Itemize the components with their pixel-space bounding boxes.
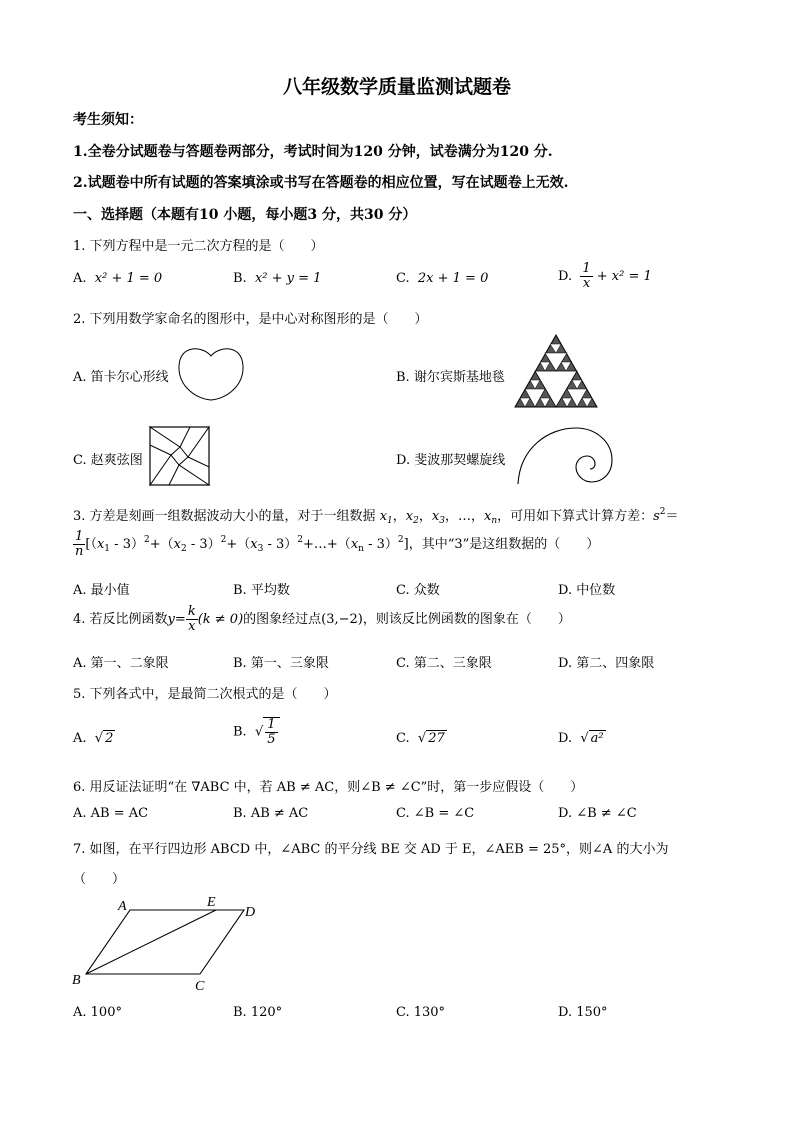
q7-paren: （ ） <box>73 872 126 887</box>
q1-option-b: B. x² + y = 1 <box>233 271 322 286</box>
q5-option-d: D. √ a² <box>558 731 604 746</box>
q7-option-a: A. 100° <box>73 1005 122 1020</box>
notice-line-1: 1.全卷分试题卷与答题卷两部分，考试时间为120 分钟，试卷满分为120 分. <box>73 144 553 160</box>
q7-stem: 7. 如图，在平行四边形 ABCD 中，∠ABC 的平分线 BE 交 AD 于 E，∠AEB = 25°，则∠A 的大小为 <box>73 842 669 857</box>
q4-option-c: C. 第二、三象限 <box>396 656 492 671</box>
q3-option-b: B. 平均数 <box>233 583 290 598</box>
q1-option-d: D. $\frac{1}{x}$ + x² = 1 <box>558 261 652 291</box>
section-heading: 一、选择题（本题有10 小题，每小题3 分，共30 分） <box>73 207 417 223</box>
q2-option-d: D. 斐波那契螺旋线 <box>396 453 506 468</box>
q7-option-d: D. 150° <box>558 1005 608 1020</box>
q6-option-c: C. ∠B = ∠C <box>396 806 475 821</box>
q7-option-b: B. 120° <box>233 1005 283 1020</box>
q3-formula: $\frac{1}{n}$ [$(x_1 - 3)^2+(x_2 - 3)^2+(x_3$ - $3)^2+\dots+(x_n - 3)^2$]，其中“3”是这组数据的（ ） <box>75 529 600 559</box>
q3-option-c: C. 众数 <box>396 583 440 598</box>
vertex-e-label: E <box>207 895 216 910</box>
q1-option-c: C. 2x + 1 = 0 <box>396 271 489 286</box>
vertex-c-label: C <box>195 979 205 992</box>
q5-option-c: C. √ 27 <box>396 731 445 746</box>
q6-option-d: D. ∠B ≠ ∠C <box>558 806 637 821</box>
notice-heading: 考生须知： <box>73 112 143 128</box>
q3-option-a: A. 最小值 <box>73 583 130 598</box>
q4-stem: 4. 若反比例函数y= $\frac{k}{x}$ (k ≠ 0)的图象经过点(3,−2)，则该反比例函数的图象在（ ） <box>73 604 571 634</box>
q2-option-c: C. 赵爽弦图 <box>73 453 143 468</box>
q2-option-a: A. 笛卡尔心形线 <box>73 370 169 385</box>
cardioid-figure <box>176 344 246 402</box>
q2-stem: 2. 下列用数学家命名的图形中，是中心对称图形的是（ ） <box>73 312 428 327</box>
q5-option-b: B. √ $\frac{1}{5}$ <box>233 717 280 747</box>
vertex-a-label: A <box>118 899 127 914</box>
zhaoshuang-figure <box>148 425 212 487</box>
q3-option-d: D. 中位数 <box>558 583 616 598</box>
q6-option-a: A. AB = AC <box>73 806 149 821</box>
q7-option-c: C. 130° <box>396 1005 446 1020</box>
fibonacci-spiral-figure <box>516 424 614 488</box>
notice-line-2: 2.试题卷中所有试题的答案填涂或书写在答题卷的相应位置，写在试题卷上无效. <box>73 175 569 191</box>
q4-option-b: B. 第一、三象限 <box>233 656 329 671</box>
sierpinski-figure <box>514 334 598 408</box>
q4-option-a: A. 第一、二象限 <box>73 656 169 671</box>
q1-stem: 1. 下列方程中是一元二次方程的是（ ） <box>73 239 324 254</box>
page-title: 八年级数学质量监测试题卷 <box>282 76 511 98</box>
q4-option-d: D. 第二、四象限 <box>558 656 655 671</box>
q5-stem: 5. 下列各式中，是最简二次根式的是（ ） <box>73 687 337 702</box>
vertex-d-label: D <box>245 905 256 920</box>
q5-option-a: A. √ 2 <box>73 731 114 746</box>
q2-option-b: B. 谢尔宾斯基地毯 <box>396 370 505 385</box>
q3-stem: 3. 方差是刻画一组数据波动大小的量，对于一组数据 $x_1$，$x_2$，$x_3$，…，$x_n$，可用如下算式计算方差：$s^2=$ <box>73 507 679 526</box>
parallelogram-figure <box>66 890 266 992</box>
q6-stem: 6. 用反证法证明“在 ∇ABC 中，若 AB ≠ AC，则∠B ≠ ∠C”时，第一步应假设（ ） <box>73 780 584 795</box>
vertex-b-label: B <box>72 973 81 988</box>
q1-option-a: A. x² + 1 = 0 <box>73 271 163 286</box>
q6-option-b: B. AB ≠ AC <box>233 806 309 821</box>
